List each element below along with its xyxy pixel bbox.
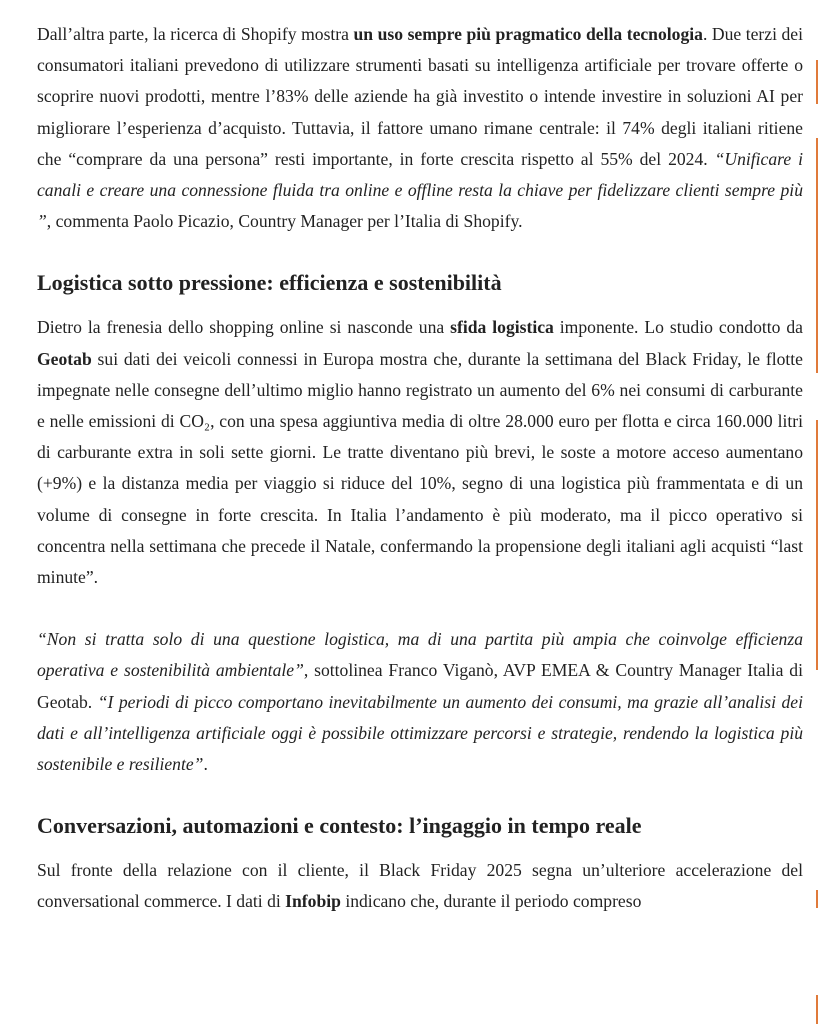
article-body bbox=[37, 19, 803, 918]
paragraph-geotab bbox=[37, 312, 803, 593]
bold-text: Geotab bbox=[37, 348, 92, 369]
section-heading-logistica: Logistica sotto pressione: efficienza e sostenibilità bbox=[37, 270, 502, 296]
text: . bbox=[203, 754, 208, 775]
accent-line bbox=[816, 420, 818, 670]
quote-italic: “Unificare i canali e creare una connessione fluida tra online e offline resta la chiave per fidelizzare clienti sempre più ” bbox=[37, 148, 803, 232]
text: Dall’altra parte, la ricerca di Shopify mostra bbox=[37, 24, 354, 44]
text: Sul fronte della relazione con il cliente, il Black Friday 2025 segna un’ulteriore accelerazione del conversational commerce. I dati di bbox=[37, 860, 803, 912]
quote-italic: “I periodi di picco comportano inevitabilmente un aumento dei consumi, ma grazie all’analisi dei dati e all’intelligenza artificiale oggi è possibile ottimizzare percorsi e strategie, rendendo la logistica più sostenibile e resiliente” bbox=[37, 691, 804, 775]
text: imponente. Lo studio condotto da bbox=[553, 317, 803, 338]
paragraph-infobip bbox=[37, 855, 803, 917]
text: Dietro la frenesia dello shopping online si nasconde una bbox=[37, 317, 451, 338]
bold-text: un uso sempre più pragmatico della tecnologia bbox=[353, 24, 703, 44]
bold-text: sfida logistica bbox=[450, 317, 554, 338]
section-heading-conversazioni: Conversazioni, automazioni e contesto: l’ingaggio in tempo reale bbox=[37, 813, 642, 839]
accent-line bbox=[816, 60, 818, 104]
text: indicano che, durante il periodo compreso bbox=[340, 891, 642, 912]
paragraph-shopify bbox=[37, 19, 803, 237]
text: . Due terzi dei consumatori italiani prevedono di utilizzare strumenti basati su intelligenza artificiale per trovare offerte o scoprire nuovi prodotti, mentre l’83% delle aziende ha già investito o intende investire in soluzioni AI per migliorare l’esperienza d’acquisto. Tuttavia, il fattore umano rimane centrale: il 74% degli italiani ritiene che “comprare da una persona” resti importante, in forte crescita rispetto al 55% del 2024. bbox=[37, 24, 803, 169]
bold-text: Infobip bbox=[285, 891, 341, 912]
accent-line bbox=[816, 890, 818, 908]
accent-line bbox=[816, 138, 818, 373]
text: , commenta Paolo Picazio, Country Manager per l’Italia di Shopify. bbox=[46, 211, 523, 232]
quote-italic: “Non si tratta solo di una questione logistica, ma di una partita più ampia che coinvolge efficienza operativa e sostenibilità ambientale” bbox=[37, 629, 803, 681]
text: sui dati dei veicoli connessi in Europa mostra che, durante la settimana del Black Friday, le flotte impegnate nelle consegne dell’ultimo miglio hanno registrato un aumento del 6% nei consumi di carburante e nelle emissioni di CO₂, con una spesa aggiuntiva media di oltre 28.000 euro per flotta e circa 160.000 litri di carburante extra in soli sette giorni. Le tratte diventano più brevi, le soste a motore acceso aumentano (+9%) e la distanza media per viaggio si riduce del 10%, segno di una logistica più frammentata e di un volume di consegne in forte crescita. In Italia l’andamento è più moderato, ma il picco operativo si concentra nella settimana che precede il Natale, confermando la propensione degli italiani agli acquisti “last minute”. bbox=[37, 348, 803, 588]
accent-line bbox=[816, 995, 818, 1024]
text: , sottolinea Franco Viganò, AVP EMEA & Country Manager Italia di Geotab. bbox=[37, 660, 803, 712]
paragraph-quote-vigano bbox=[37, 624, 803, 780]
